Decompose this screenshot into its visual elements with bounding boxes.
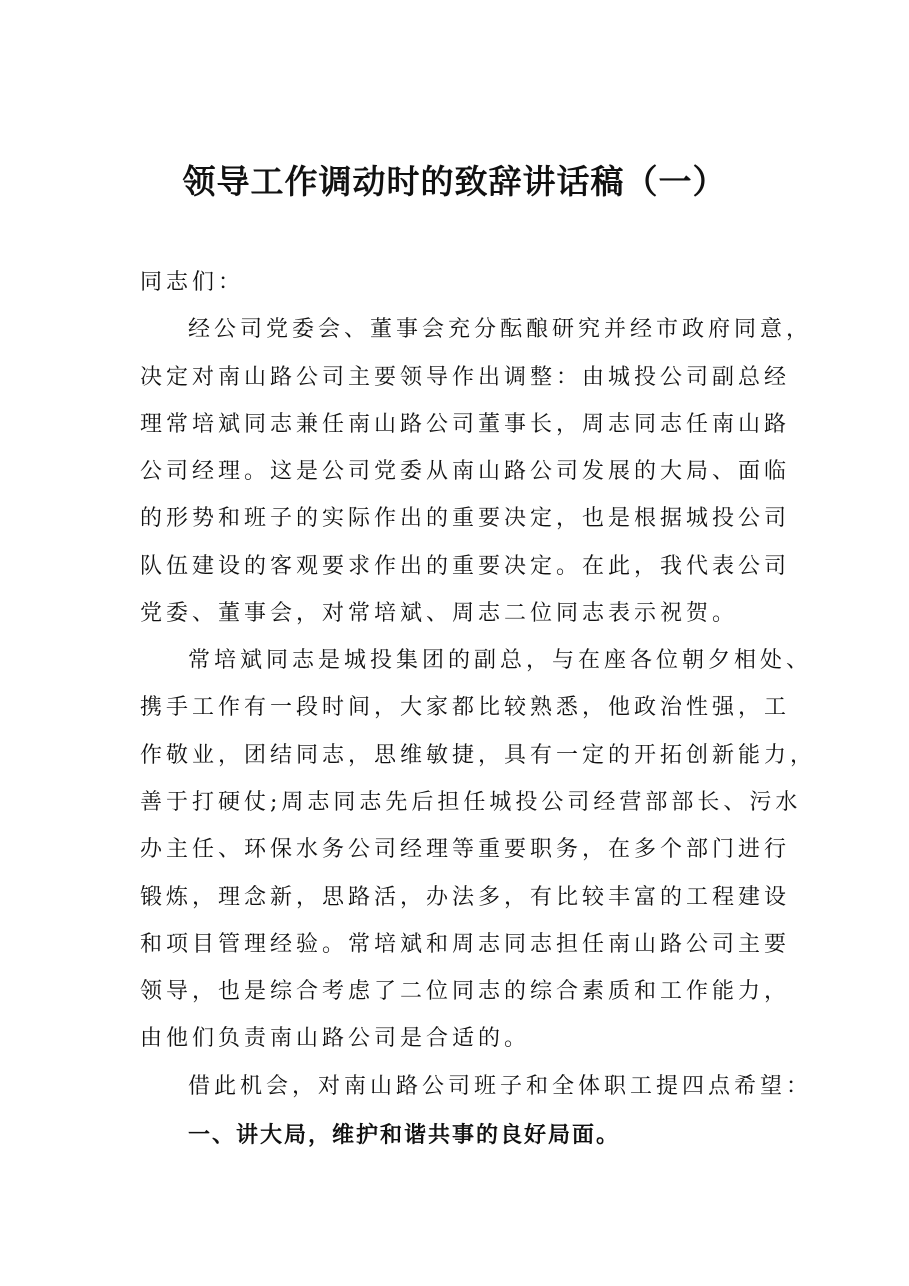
paragraph-line: 作敬业，团结同志，思维敏捷，具有一定的开拓创新能力，: [140, 743, 817, 768]
paragraph-line: 携手工作有一段时间，大家都比较熟悉，他政治性强，工: [140, 695, 791, 720]
section-heading: 一、讲大局，维护和谐共事的良好局面。: [188, 1122, 621, 1148]
paragraph-line: 经公司党委会、董事会充分酝酿研究并经市政府同意，: [188, 317, 813, 342]
paragraph-line: 公司经理。这是公司党委从南山路公司发展的大局、面临: [140, 459, 791, 484]
paragraph-line: 和项目管理经验。常培斌和周志同志担任南山路公司主要: [140, 932, 791, 957]
paragraph-line: 理常培斌同志兼任南山路公司董事长，周志同志任南山路: [140, 412, 791, 437]
paragraph-line: 办主任、环保水务公司经理等重要职务，在多个部门进行: [140, 837, 791, 862]
paragraph-line: 领导，也是综合考虑了二位同志的综合素质和工作能力，: [140, 979, 791, 1004]
paragraph-line: 的形势和班子的实际作出的重要决定，也是根据城投公司: [140, 506, 791, 531]
paragraph-line: 借此机会，对南山路公司班子和全体职工提四点希望：: [188, 1074, 813, 1099]
greeting: 同志们：: [140, 270, 245, 295]
paragraph-line: 由他们负责南山路公司是合适的。: [140, 1026, 531, 1051]
paragraph-line: 党委、董事会，对常培斌、周志二位同志表示祝贺。: [140, 601, 739, 626]
paragraph-line: 常培斌同志是城投集团的副总，与在座各位朝夕相处、: [188, 648, 813, 673]
document-title: 领导工作调动时的致辞讲话稿（一）: [182, 162, 727, 201]
paragraph-line: 善于打硬仗;周志同志先后担任城投公司经营部部长、污水: [140, 790, 802, 815]
paragraph-line: 决定对南山路公司主要领导作出调整：由城投公司副总经: [140, 365, 791, 390]
paragraph-line: 队伍建设的客观要求作出的重要决定。在此，我代表公司: [140, 554, 791, 579]
paragraph-line: 锻炼，理念新，思路活，办法多，有比较丰富的工程建设: [140, 885, 791, 910]
